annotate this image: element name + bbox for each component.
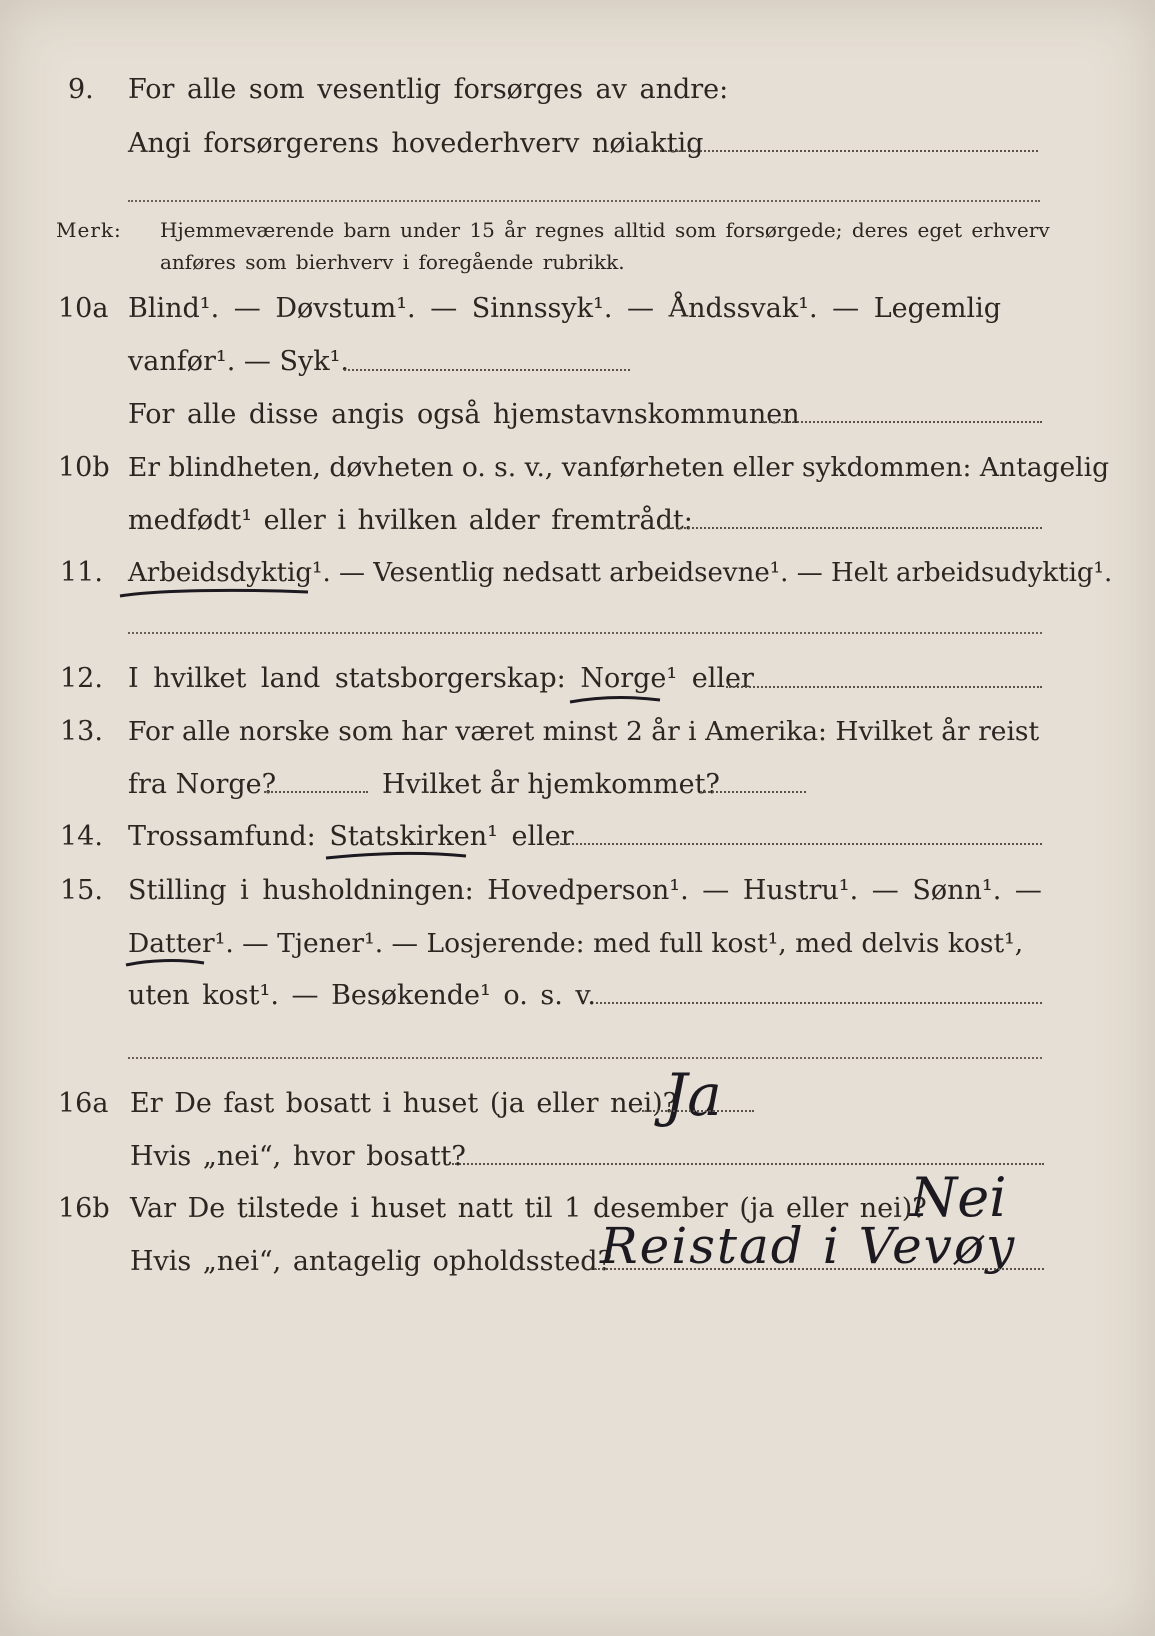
q15-answer-line[interactable] (596, 1002, 1042, 1004)
q11-line1: Arbeidsdyktig¹. — Vesentlig nedsatt arbeidsevne¹. — Helt arbeidsudyktig¹. (128, 558, 1113, 588)
q16a-number: 16a (58, 1088, 109, 1119)
q16a-answer-line[interactable] (642, 1110, 754, 1112)
q10b-answer-line[interactable] (660, 527, 1042, 529)
q12-answer-line[interactable] (726, 686, 1042, 688)
q15-underline-mark (124, 957, 214, 973)
q10a-line1: Blind¹. — Døvstum¹. — Sinnssyk¹. — Åndssvak¹. — Legemlig (128, 293, 1002, 324)
q11-underline-mark (118, 586, 318, 606)
q10a-line2: vanfør¹. — Syk¹. (128, 346, 349, 377)
q10b-number: 10b (58, 452, 110, 483)
q10a-syk-answer-line[interactable] (344, 369, 630, 371)
q16b-answer-handwriting: Nei (910, 1166, 1007, 1229)
q13-line1: For alle norske som har været minst 2 år i Amerika: Hvilket år reist (128, 716, 1040, 747)
q12-number: 12. (60, 663, 103, 694)
q9-extra-line[interactable] (128, 200, 1040, 202)
q16a-bosatt-answer-line[interactable] (452, 1163, 1044, 1165)
q13-line2b: Hvilket år hjemkommet? (382, 769, 720, 800)
q16a-line2: Hvis „nei“, hvor bosatt? (130, 1141, 466, 1172)
q16b-number: 16b (58, 1193, 110, 1224)
q16b-opholdssted-handwriting: Reistad i Vevøy (600, 1217, 1017, 1275)
q11-number: 11. (60, 557, 103, 588)
q9-line1: For alle som vesentlig forsørges av andre: (128, 74, 729, 105)
q15-line3: uten kost¹. — Besøkende¹ o. s. v. (128, 980, 597, 1011)
q13-number: 13. (60, 716, 103, 747)
q11-extra-line[interactable] (128, 632, 1042, 634)
q10a-number: 10a (58, 293, 109, 324)
q15-line2: Datter¹. — Tjener¹. — Losjerende: med full kost¹, med delvis kost¹, (128, 928, 1024, 959)
merk-line2: anføres som bierhverv i foregående rubrikk. (160, 250, 625, 274)
q10b-line2: medfødt¹ eller i hvilken alder fremtrådt: (128, 505, 693, 536)
q10a-line3: For alle disse angis også hjemstavnskommunen (128, 399, 800, 430)
merk-label: Merk: (56, 218, 122, 242)
q15-line1: Stilling i husholdningen: Hovedperson¹. — Hustru¹. — Sønn¹. — (128, 875, 1042, 906)
q15-extra-line[interactable] (128, 1057, 1042, 1059)
merk-line1: Hjemmeværende barn under 15 år regnes alltid som forsørgede; deres eget erhverv (160, 218, 1050, 242)
q16b-line2: Hvis „nei“, antagelig opholdssted? (130, 1246, 613, 1277)
q16b-line1: Var De tilstede i huset natt til 1 desember (ja eller nei)? (130, 1193, 927, 1224)
q12-line1: I hvilket land statsborgerskap: Norge¹ eller (128, 663, 754, 694)
q16b-opholdssted-answer-line[interactable] (590, 1268, 1044, 1270)
q10b-line1: Er blindheten, døvheten o. s. v., vanførheten eller sykdommen: Antagelig (128, 452, 1110, 483)
q9-line2: Angi forsørgerens hovederhverv nøiaktig (128, 128, 704, 159)
q13-line2a: fra Norge? (128, 769, 277, 800)
q12-underline-mark (568, 694, 668, 710)
q14-answer-line[interactable] (556, 843, 1042, 845)
q14-underline-mark (324, 850, 474, 866)
q14-number: 14. (60, 821, 103, 852)
q15-number: 15. (60, 875, 103, 906)
q9-answer-line[interactable] (656, 150, 1038, 152)
q13-hjemkommet-answer-line[interactable] (700, 791, 806, 793)
q14-line1: Trossamfund: Statskirken¹ eller (128, 821, 574, 852)
q10a-kommune-answer-line[interactable] (762, 421, 1042, 423)
q9-number: 9. (68, 74, 94, 105)
q16a-line1: Er De fast bosatt i huset (ja eller nei)? (130, 1088, 678, 1119)
q16a-answer-handwriting: Ja (664, 1061, 722, 1129)
q13-reist-answer-line[interactable] (264, 791, 368, 793)
